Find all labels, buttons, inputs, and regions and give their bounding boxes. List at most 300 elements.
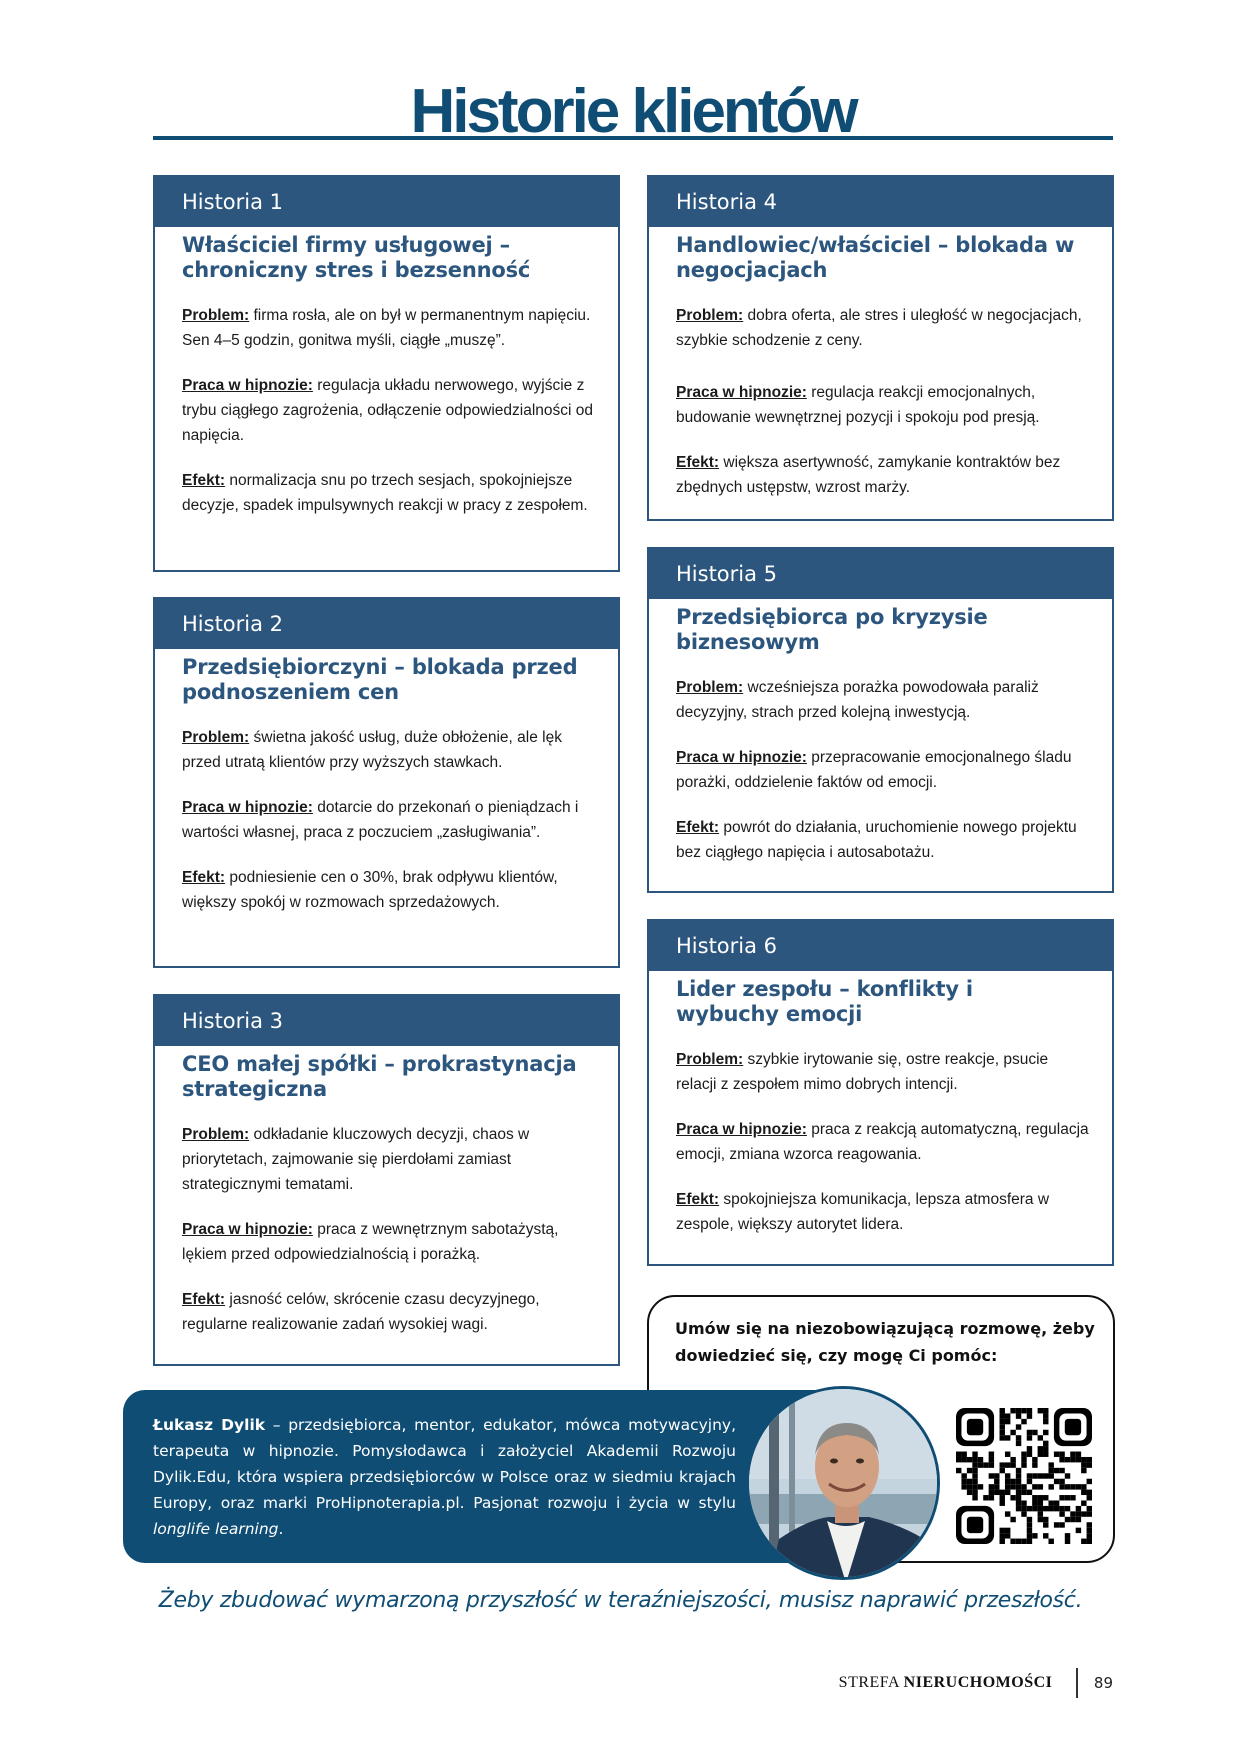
qr-module xyxy=(978,1484,983,1489)
story-card-2 xyxy=(153,597,620,968)
qr-module xyxy=(1027,1446,1032,1451)
qr-module xyxy=(1065,1419,1081,1435)
qr-module xyxy=(1016,1473,1021,1478)
qr-module xyxy=(1059,1479,1064,1484)
author-name: Łukasz Dylik xyxy=(153,1416,266,1434)
qr-module xyxy=(1038,1435,1043,1440)
qr-module xyxy=(1016,1495,1021,1500)
qr-module xyxy=(989,1490,994,1495)
qr-module xyxy=(1000,1408,1005,1413)
qr-module xyxy=(972,1495,977,1500)
qr-module xyxy=(1087,1539,1092,1544)
qr-module xyxy=(961,1484,966,1489)
qr-module xyxy=(1032,1484,1037,1489)
qr-module xyxy=(1076,1457,1081,1462)
story-praca xyxy=(676,380,1092,430)
story-efekt xyxy=(676,450,1092,500)
qr-module xyxy=(1087,1457,1092,1462)
qr-module xyxy=(1000,1533,1005,1538)
qr-module xyxy=(1048,1473,1053,1478)
efekt-text: większa asertywność, zamykanie kontraktów bez zbędnych ustępstw, wzrost marży. xyxy=(676,454,1061,496)
praca-text: praca z wewnętrznym sabotażystą, lękiem przed odpowiedzialnością i porażką. xyxy=(182,1221,559,1263)
qr-module xyxy=(1027,1452,1032,1457)
qr-module xyxy=(1027,1413,1032,1418)
qr-module xyxy=(967,1490,972,1495)
qr-module xyxy=(1081,1490,1086,1495)
qr-module xyxy=(1010,1517,1015,1522)
story-title: Lider zespołu – konflikty i wybuchy emocji xyxy=(676,977,973,1026)
qr-module xyxy=(1027,1473,1032,1478)
story-efekt xyxy=(182,865,598,915)
qr-module xyxy=(1027,1522,1032,1527)
qr-module xyxy=(1081,1539,1086,1544)
qr-module xyxy=(1021,1506,1026,1511)
qr-module xyxy=(1070,1517,1075,1522)
qr-module xyxy=(1000,1468,1005,1473)
qr-module xyxy=(1027,1479,1032,1484)
qr-module xyxy=(1076,1506,1081,1511)
story-header: Historia 3 xyxy=(155,996,618,1046)
qr-module xyxy=(1038,1495,1043,1500)
story-efekt xyxy=(676,1187,1092,1237)
qr-module xyxy=(1027,1517,1032,1522)
qr-module xyxy=(1010,1539,1015,1544)
qr-module xyxy=(1032,1457,1037,1462)
problem-label: Problem: xyxy=(182,307,250,324)
qr-module xyxy=(1054,1506,1059,1511)
qr-module xyxy=(1032,1500,1037,1505)
problem-label: Problem: xyxy=(676,1051,744,1068)
qr-module xyxy=(1038,1506,1043,1511)
qr-module xyxy=(1032,1473,1037,1478)
qr-module xyxy=(1010,1430,1015,1435)
praca-text: regulacja reakcji emocjonalnych, budowanie wewnętrznej pozycji i spokoju pod presją. xyxy=(676,384,1040,426)
problem-label: Problem: xyxy=(182,729,250,746)
story-header: Historia 6 xyxy=(649,921,1112,971)
qr-module xyxy=(1059,1511,1064,1516)
qr-module xyxy=(994,1473,999,1478)
qr-module xyxy=(1032,1533,1037,1538)
qr-module xyxy=(1043,1419,1048,1424)
qr-module xyxy=(1027,1528,1032,1533)
qr-module xyxy=(1070,1452,1075,1457)
qr-module xyxy=(1005,1479,1010,1484)
qr-module xyxy=(972,1473,977,1478)
qr-module xyxy=(1005,1413,1010,1418)
efekt-text: powrót do działania, uruchomienie nowego projektu bez ciągłego napięcia i autosabotażu. xyxy=(676,819,1077,861)
story-praca xyxy=(182,1217,598,1267)
qr-module xyxy=(1016,1500,1021,1505)
qr-module xyxy=(1000,1490,1005,1495)
qr-module xyxy=(1016,1490,1021,1495)
qr-module xyxy=(1021,1539,1026,1544)
qr-module xyxy=(972,1490,977,1495)
qr-code-icon[interactable] xyxy=(956,1408,1092,1544)
story-title: Przedsiębiorca po kryzysie biznesowym xyxy=(676,605,988,654)
qr-module xyxy=(1000,1435,1005,1440)
qr-module xyxy=(972,1479,977,1484)
qr-module xyxy=(956,1457,961,1462)
qr-module xyxy=(1005,1511,1010,1516)
qr-module xyxy=(1087,1533,1092,1538)
qr-module xyxy=(989,1457,994,1462)
qr-module xyxy=(1054,1500,1059,1505)
story-praca xyxy=(676,745,1092,795)
qr-module xyxy=(1027,1435,1032,1440)
qr-module xyxy=(1043,1522,1048,1527)
qr-module xyxy=(1000,1430,1005,1435)
story-card-5 xyxy=(647,547,1114,893)
qr-module xyxy=(1048,1462,1053,1467)
qr-module xyxy=(1065,1533,1070,1538)
qr-module xyxy=(1021,1484,1026,1489)
qr-module xyxy=(1070,1511,1075,1516)
qr-module xyxy=(1027,1506,1032,1511)
bio-end: . xyxy=(278,1520,284,1538)
qr-module xyxy=(1054,1479,1059,1484)
qr-module xyxy=(967,1468,972,1473)
qr-module xyxy=(1065,1506,1070,1511)
magazine-brand xyxy=(839,1674,1053,1692)
qr-module xyxy=(1038,1446,1043,1451)
qr-module xyxy=(1087,1528,1092,1533)
qr-module xyxy=(978,1457,983,1462)
qr-module xyxy=(1000,1413,1005,1418)
problem-label: Problem: xyxy=(676,679,744,696)
qr-module xyxy=(1065,1457,1070,1462)
qr-module xyxy=(956,1452,961,1457)
story-problem xyxy=(676,1047,1092,1097)
efekt-text: spokojniejsza komunikacja, lepsza atmosfera w zespole, większy autorytet lidera. xyxy=(676,1191,1050,1233)
qr-module xyxy=(1081,1484,1086,1489)
qr-module xyxy=(1065,1539,1070,1544)
qr-module xyxy=(1000,1500,1005,1505)
qr-module xyxy=(1027,1408,1032,1413)
qr-module xyxy=(1043,1430,1048,1435)
qr-module xyxy=(1065,1473,1070,1478)
qr-module xyxy=(1027,1490,1032,1495)
qr-module xyxy=(1005,1435,1010,1440)
qr-module xyxy=(1043,1452,1048,1457)
story-problem xyxy=(182,725,598,775)
qr-module xyxy=(1005,1490,1010,1495)
qr-module xyxy=(1010,1457,1015,1462)
qr-module xyxy=(1054,1468,1059,1473)
efekt-label: Efekt: xyxy=(182,1291,226,1308)
story-header: Historia 1 xyxy=(155,177,618,227)
praca-label: Praca w hipnozie: xyxy=(676,384,807,401)
qr-module xyxy=(994,1484,999,1489)
praca-label: Praca w hipnozie: xyxy=(182,1221,313,1238)
qr-module xyxy=(989,1473,994,1478)
praca-label: Praca w hipnozie: xyxy=(676,749,807,766)
qr-module xyxy=(994,1479,999,1484)
qr-module xyxy=(972,1452,977,1457)
qr-module xyxy=(983,1462,988,1467)
qr-module xyxy=(1087,1462,1092,1467)
problem-text: odkładanie kluczowych decyzji, chaos w priorytetach, zajmowanie się pierdołami zamiast strategicznymi tematami. xyxy=(182,1126,530,1193)
efekt-label: Efekt: xyxy=(676,454,720,471)
qr-module xyxy=(1016,1424,1021,1429)
qr-module xyxy=(1076,1484,1081,1489)
page-title-block xyxy=(153,77,1113,146)
qr-module xyxy=(1038,1511,1043,1516)
footer-divider xyxy=(1076,1668,1078,1698)
story-title: Przedsiębiorczyni – blokada przed podnoszeniem cen xyxy=(182,655,578,704)
efekt-label: Efekt: xyxy=(182,869,226,886)
qr-module xyxy=(1087,1495,1092,1500)
qr-module xyxy=(1016,1468,1021,1473)
story-problem xyxy=(182,1122,598,1197)
qr-module xyxy=(967,1479,972,1484)
qr-module xyxy=(1016,1441,1021,1446)
qr-module xyxy=(1016,1413,1021,1418)
story-title: Handlowiec/właściciel – blokada w negocjacjach xyxy=(676,233,1075,282)
qr-module xyxy=(1076,1511,1081,1516)
qr-module xyxy=(1032,1430,1037,1435)
qr-module xyxy=(1032,1495,1037,1500)
qr-module xyxy=(989,1495,994,1500)
story-problem xyxy=(676,303,1092,353)
qr-module xyxy=(1087,1479,1092,1484)
bio-description: – przedsiębiorca, mentor, edukator, mówca motywacyjny, terapeuta w hipnozie. Pomysłodawca i założyciel Akademii Rozwoju Dylik.Edu, która wspiera przedsiębiorców w Polsce oraz w siedmiu krajach Europy, oraz marki ProHipnoterapia.pl. Pasjonat rozwoju i życia w stylu xyxy=(153,1416,736,1512)
qr-module xyxy=(1043,1408,1048,1413)
brand-part-1: STREFA xyxy=(838,1674,904,1691)
qr-module xyxy=(967,1457,972,1462)
qr-module xyxy=(956,1468,961,1473)
story-card-6 xyxy=(647,919,1114,1266)
closing-quote: Żeby zbudować wymarzoną przyszłość w teraźniejszości, musisz naprawić przeszłość. xyxy=(158,1588,1083,1613)
efekt-text: podniesienie cen o 30%, brak odpływu klientów, większy spokój w rozmowach sprzedażowych. xyxy=(182,869,558,911)
story-card-4 xyxy=(647,175,1114,521)
qr-module xyxy=(1010,1495,1015,1500)
qr-module xyxy=(1005,1484,1010,1489)
qr-module xyxy=(1059,1468,1064,1473)
qr-module xyxy=(1005,1528,1010,1533)
qr-module xyxy=(1038,1408,1043,1413)
qr-module xyxy=(1059,1495,1064,1500)
story-praca xyxy=(182,795,598,845)
qr-module xyxy=(1010,1479,1015,1484)
qr-module xyxy=(994,1490,999,1495)
qr-module xyxy=(1016,1506,1021,1511)
story-card-1 xyxy=(153,175,620,572)
praca-text: dotarcie do przekonań o pieniądzach i wartości własnej, praca z poczuciem „zasługiwania”. xyxy=(182,799,579,841)
efekt-label: Efekt: xyxy=(676,1191,720,1208)
qr-module xyxy=(1043,1473,1048,1478)
qr-module xyxy=(1005,1533,1010,1538)
qr-module xyxy=(1048,1500,1053,1505)
story-efekt xyxy=(182,1287,598,1337)
qr-module xyxy=(1054,1452,1059,1457)
story-header: Historia 2 xyxy=(155,599,618,649)
qr-module xyxy=(1021,1419,1026,1424)
qr-module xyxy=(1065,1495,1070,1500)
story-title: Właściciel firmy usługowej – chroniczny stres i bezsenność xyxy=(182,233,531,282)
qr-module xyxy=(1032,1462,1037,1467)
qr-module xyxy=(1038,1517,1043,1522)
qr-module xyxy=(1059,1452,1064,1457)
qr-module xyxy=(967,1484,972,1489)
qr-module xyxy=(1070,1495,1075,1500)
qr-module xyxy=(1076,1528,1081,1533)
page-title: Historie klientów xyxy=(410,77,856,146)
qr-module xyxy=(1070,1484,1075,1489)
qr-module xyxy=(1076,1517,1081,1522)
bio-text xyxy=(153,1412,736,1542)
qr-module xyxy=(983,1495,988,1500)
qr-module xyxy=(1081,1500,1086,1505)
qr-module xyxy=(1076,1452,1081,1457)
qr-module xyxy=(1038,1500,1043,1505)
qr-module xyxy=(1081,1457,1086,1462)
qr-module xyxy=(1021,1462,1026,1467)
story-efekt xyxy=(182,468,598,518)
story-header: Historia 4 xyxy=(649,177,1112,227)
problem-text: dobra oferta, ale stres i uległość w negocjacjach, szybkie schodzenie z ceny. xyxy=(676,307,1082,349)
page-number: 89 xyxy=(1093,1674,1113,1692)
qr-module xyxy=(1043,1441,1048,1446)
praca-text: przepracowanie emocjonalnego śladu porażki, oddzielenie faktów od emocji. xyxy=(676,749,1072,791)
qr-module xyxy=(978,1462,983,1467)
story-problem xyxy=(182,303,598,353)
qr-module xyxy=(1070,1457,1075,1462)
qr-module xyxy=(967,1419,983,1435)
story-header: Historia 5 xyxy=(649,549,1112,599)
qr-module xyxy=(1032,1506,1037,1511)
qr-module xyxy=(1021,1452,1026,1457)
problem-text: wcześniejsza porażka powodowała paraliż decyzyjny, strach przed kolejną inwestycją. xyxy=(676,679,1039,721)
qr-module xyxy=(972,1457,977,1462)
qr-module xyxy=(1027,1539,1032,1544)
qr-module xyxy=(1021,1490,1026,1495)
qr-code-graphic[interactable] xyxy=(956,1408,1092,1544)
qr-module xyxy=(972,1484,977,1489)
qr-module xyxy=(1016,1435,1021,1440)
qr-module xyxy=(1000,1424,1005,1429)
qr-module xyxy=(1000,1495,1005,1500)
story-praca xyxy=(182,373,598,448)
problem-text: świetna jakość usług, duże obłożenie, ale lęk przed utratą klientów przy wyższych stawkach. xyxy=(182,729,562,771)
qr-module xyxy=(1021,1408,1026,1413)
qr-module xyxy=(1043,1517,1048,1522)
qr-module xyxy=(972,1468,977,1473)
story-efekt xyxy=(676,815,1092,865)
qr-module xyxy=(961,1452,966,1457)
qr-module xyxy=(1048,1468,1053,1473)
qr-module xyxy=(1016,1539,1021,1544)
story-card-3 xyxy=(153,994,620,1366)
qr-module xyxy=(1016,1484,1021,1489)
qr-module xyxy=(1059,1522,1064,1527)
qr-module xyxy=(1059,1506,1064,1511)
efekt-label: Efekt: xyxy=(182,472,226,489)
qr-module xyxy=(1059,1457,1064,1462)
qr-module xyxy=(1010,1462,1015,1467)
qr-module xyxy=(1038,1484,1043,1489)
qr-module xyxy=(1027,1430,1032,1435)
qr-module xyxy=(1038,1452,1043,1457)
qr-module xyxy=(961,1473,966,1478)
qr-module xyxy=(989,1452,994,1457)
author-bio-banner xyxy=(123,1390,823,1563)
qr-module xyxy=(1016,1408,1021,1413)
qr-module xyxy=(1087,1511,1092,1516)
qr-module xyxy=(1038,1473,1043,1478)
qr-module xyxy=(1043,1533,1048,1538)
qr-module xyxy=(1081,1462,1086,1467)
qr-module xyxy=(1005,1452,1010,1457)
qr-module xyxy=(961,1479,966,1484)
qr-module xyxy=(1000,1462,1005,1467)
qr-module xyxy=(1000,1528,1005,1533)
problem-text: szybkie irytowanie się, ostre reakcje, psucie relacji z zespołem mimo dobrych intencji. xyxy=(676,1051,1049,1093)
efekt-text: jasność celów, skrócenie czasu decyzyjnego, regularne realizowanie zadań wysokiej wagi. xyxy=(182,1291,540,1333)
praca-text: praca z reakcją automatyczną, regulacja emocji, zmiana wzorca reagowania. xyxy=(676,1121,1089,1163)
qr-module xyxy=(1005,1462,1010,1467)
qr-module xyxy=(1065,1517,1070,1522)
qr-module xyxy=(1000,1419,1005,1424)
qr-module xyxy=(1048,1506,1053,1511)
problem-label: Problem: xyxy=(676,307,744,324)
qr-module xyxy=(1043,1446,1048,1451)
praca-label: Praca w hipnozie: xyxy=(182,799,313,816)
portrait-illustration xyxy=(749,1389,940,1580)
qr-module xyxy=(1021,1457,1026,1462)
bio-italic: longlife learning xyxy=(153,1520,279,1538)
qr-module xyxy=(1048,1539,1053,1544)
qr-module xyxy=(1027,1533,1032,1538)
qr-module xyxy=(1054,1522,1059,1527)
qr-module xyxy=(1000,1539,1005,1544)
efekt-text: normalizacja snu po trzech sesjach, spokojniejsze decyzje, spadek impulsywnych reakcji w pracy z zespołem. xyxy=(182,472,588,514)
story-problem xyxy=(676,675,1092,725)
qr-module xyxy=(1087,1522,1092,1527)
qr-module xyxy=(1010,1408,1015,1413)
qr-module xyxy=(1043,1506,1048,1511)
efekt-label: Efekt: xyxy=(676,819,720,836)
qr-module xyxy=(1021,1500,1026,1505)
story-praca xyxy=(676,1117,1092,1167)
qr-module xyxy=(961,1457,966,1462)
praca-label: Praca w hipnozie: xyxy=(182,377,313,394)
praca-text: regulacja układu nerwowego, wyjście z trybu ciągłego zagrożenia, odłączenie odpowiedzialności od napięcia. xyxy=(182,377,594,444)
qr-module xyxy=(1043,1413,1048,1418)
qr-module xyxy=(989,1462,994,1467)
qr-module xyxy=(967,1517,983,1533)
qr-module xyxy=(1048,1484,1053,1489)
page-footer xyxy=(839,1668,1113,1698)
qr-module xyxy=(1059,1484,1064,1489)
story-title: CEO małej spółki – prokrastynacja strategiczna xyxy=(182,1052,577,1101)
author-photo xyxy=(746,1386,940,1580)
qr-module xyxy=(1016,1479,1021,1484)
qr-module xyxy=(1081,1468,1086,1473)
qr-module xyxy=(1081,1511,1086,1516)
qr-module xyxy=(972,1462,977,1467)
brand-part-2: NIERUCHOMOŚCI xyxy=(903,1674,1053,1691)
cta-text: Umów się na niezobowiązującą rozmowę, żeby dowiedzieć się, czy mogę Ci pomóc: xyxy=(675,1319,1095,1365)
qr-module xyxy=(1021,1511,1026,1516)
qr-module xyxy=(1087,1506,1092,1511)
problem-label: Problem: xyxy=(182,1126,250,1143)
qr-module xyxy=(1087,1490,1092,1495)
qr-module xyxy=(1043,1495,1048,1500)
qr-module xyxy=(989,1484,994,1489)
problem-text: firma rosła, ale on był w permanentnym napięciu. Sen 4–5 godzin, gonitwa myśli, ciągłe „muszę”. xyxy=(182,307,591,349)
qr-module xyxy=(1010,1484,1015,1489)
qr-module xyxy=(1065,1484,1070,1489)
